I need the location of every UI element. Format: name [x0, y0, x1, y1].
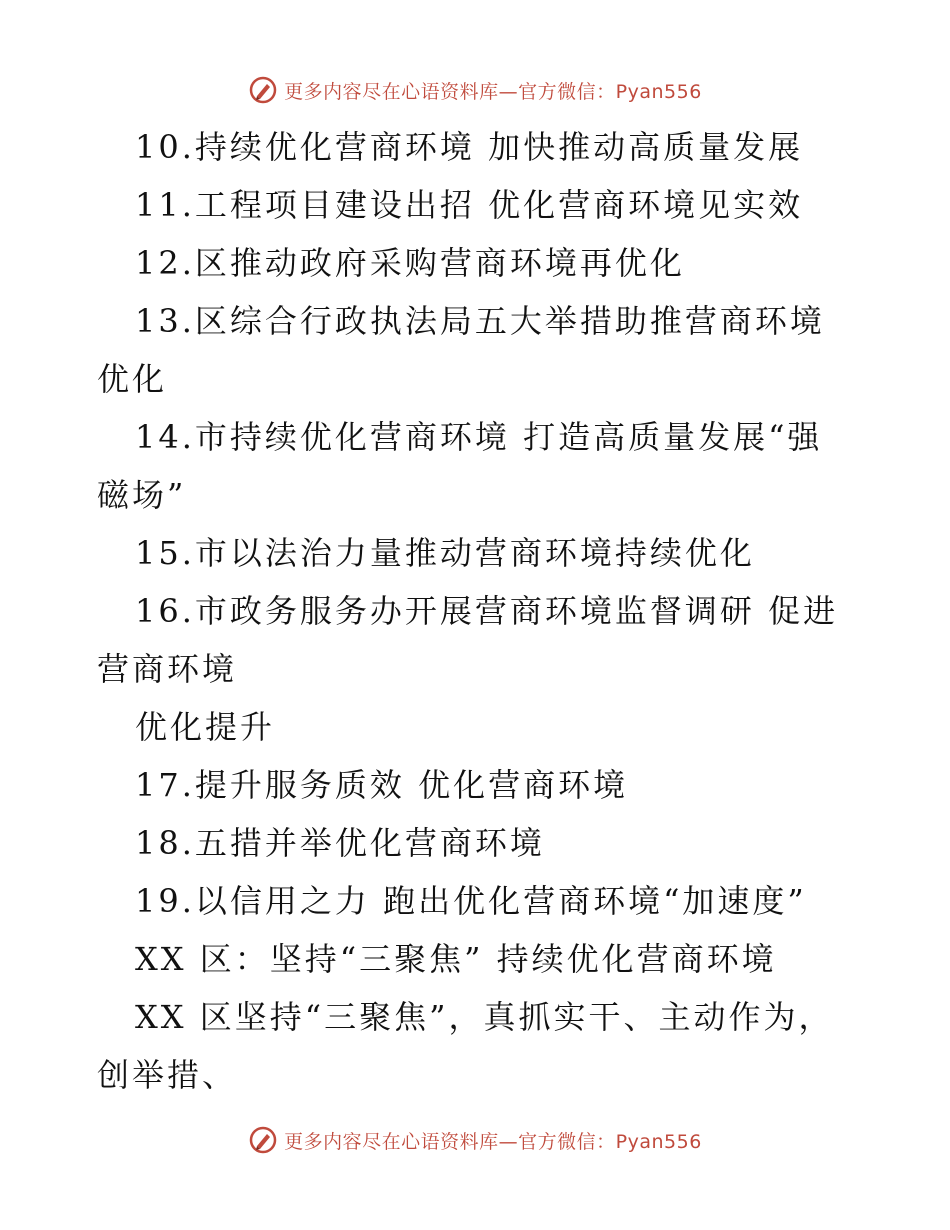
- header-watermark: [0, 70, 950, 110]
- paragraph: 16.市政务服务办开展营商环境监督调研 促进营商环境: [97, 592, 839, 688]
- paragraph: 14.市持续优化营商环境 打造高质量发展“强磁场”: [97, 418, 823, 514]
- paragraph: 11.工程项目建设出招 优化营商环境见实效: [135, 186, 804, 224]
- paragraph: 17.提升服务质效 优化营商环境: [135, 766, 629, 804]
- paragraph: 18.五措并举优化营商环境: [135, 824, 545, 862]
- paragraph: 19.以信用之力 跑出优化营商环境“加速度”: [135, 882, 807, 920]
- document-body: [97, 118, 857, 1104]
- paragraph: 12.区推动政府采购营商环境再优化: [135, 244, 685, 282]
- paragraph: XX 区坚持“三聚焦”，真抓实干、主动作为，创举措、: [97, 998, 834, 1094]
- watermark-text: 更多内容尽在心语资料库—官方微信：Pyan556: [284, 80, 702, 103]
- watermark-text: 更多内容尽在心语资料库—官方微信：Pyan556: [284, 1130, 702, 1153]
- footer-watermark: [0, 1120, 950, 1160]
- paragraph: 13.区综合行政执法局五大举措助推营商环境优化: [97, 302, 825, 398]
- paragraph: XX 区：坚持“三聚焦” 持续优化营商环境: [135, 940, 777, 978]
- paragraph: 10.持续优化营商环境 加快推动高质量发展: [135, 128, 804, 166]
- pen-logo-icon: [248, 1125, 278, 1155]
- paragraph: 优化提升: [135, 708, 276, 746]
- pen-logo-icon: [248, 75, 278, 105]
- paragraph: 15.市以法治力量推动营商环境持续优化: [135, 534, 755, 572]
